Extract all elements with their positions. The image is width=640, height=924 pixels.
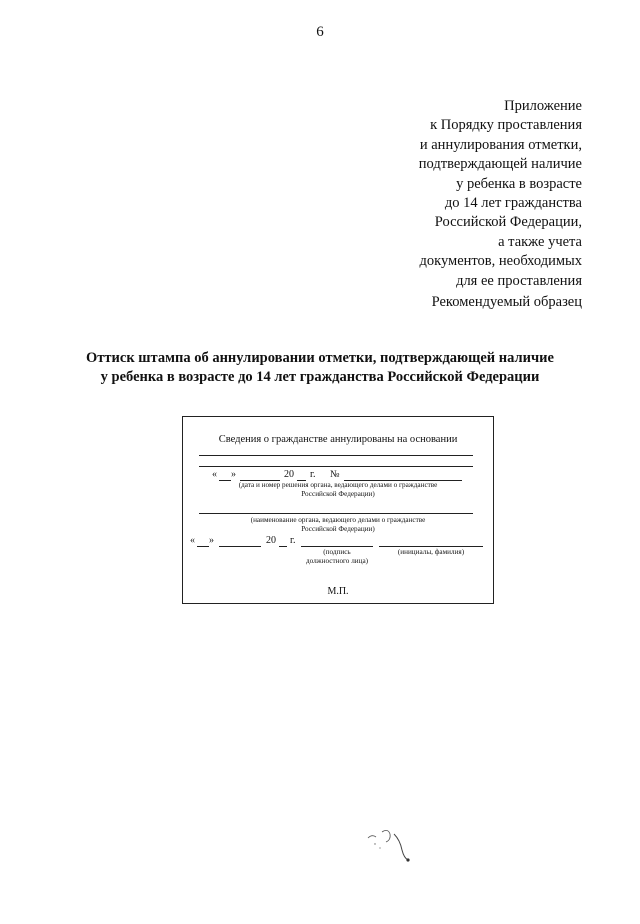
initials-line (379, 546, 483, 547)
appendix-line: а также учета (498, 233, 582, 250)
document-title (0, 349, 640, 387)
appendix-line: и аннулирования отметки, (419, 136, 582, 153)
appendix-line: подтверждающей наличие (418, 156, 582, 173)
title-line: у ребенка в возрасте до 14 лет гражданства Российской Федерации (100, 369, 540, 385)
caption-decision-2: Российской Федерации) (301, 490, 375, 498)
caption-organ-1: (наименование органа, ведающего делами о гражданстве (250, 516, 426, 524)
appendix-line: документов, необходимых (419, 253, 582, 270)
date2-year-suffix: г. (290, 535, 296, 546)
appendix-line: Приложение (504, 98, 582, 114)
date1-year-prefix: 20 (284, 469, 294, 480)
seal-label: М.П. (327, 586, 349, 597)
basis-line-2 (199, 466, 473, 467)
caption-organ-2: Российской Федерации) (301, 525, 375, 533)
basis-line-1 (199, 455, 473, 456)
appendix-line: у ребенка в возрасте (456, 175, 582, 192)
page-number: 6 (316, 24, 324, 40)
signature-caption-1: (подпись (323, 548, 351, 556)
handwritten-mark (360, 820, 420, 870)
appendix-line: до 14 лет гражданства (444, 195, 582, 212)
title-line: Оттиск штампа об аннулировании отметки, подтверждающей наличие (86, 350, 554, 366)
date2-day-blank (197, 546, 209, 547)
date1-close-quote: » (231, 469, 236, 480)
initials-caption: (инициалы, фамилия) (397, 548, 465, 556)
signature-caption-2: должностного лица) (305, 557, 369, 565)
caption-decision-1: (дата и номер решения органа, ведающего делами о гражданстве (238, 481, 438, 489)
appendix-line: Российской Федерации, (434, 214, 582, 231)
date2-year-blank (279, 546, 287, 547)
stamp-frame (182, 416, 494, 604)
signature-line (301, 546, 373, 547)
appendix-block (419, 97, 582, 291)
stamp-heading: Сведения о гражданстве аннулированы на основании (218, 434, 458, 445)
organ-name-line (199, 513, 473, 514)
date1-year-suffix: г. (310, 469, 316, 480)
recommended-sample-label: Рекомендуемый образец (431, 294, 582, 310)
date2-open-quote: « (190, 535, 195, 546)
appendix-line: для ее проставления (456, 272, 582, 289)
date1-number-sign: № (330, 469, 340, 480)
date2-close-quote: » (209, 535, 214, 546)
date2-year-prefix: 20 (266, 535, 276, 546)
date1-open-quote: « (212, 469, 217, 480)
appendix-line: к Порядку проставления (430, 117, 582, 134)
date2-month-blank (219, 546, 261, 547)
